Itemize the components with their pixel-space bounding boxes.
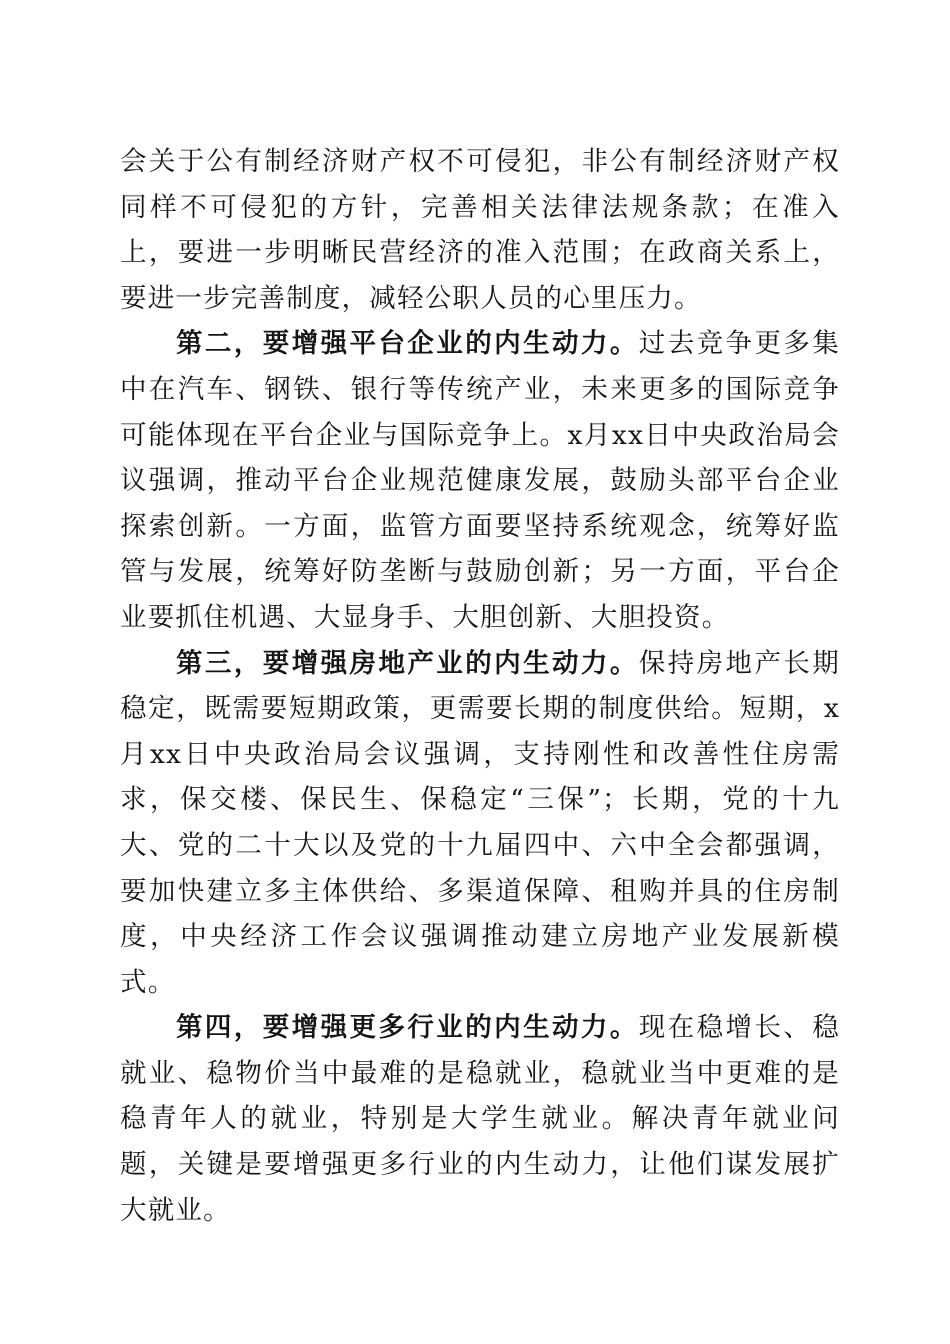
paragraph-body: 保持房地产长期稳定，既需要短期政策，更需要长期的制度供给。短期，x月xx日中央政治局会议强调，支持刚性和改善性住房需求，保交楼、保民生、保稳定“三保”；长期，党的十九大、党的二十大以及党的十九届四中、六中全会都强调，要加快建立多主体供给、多渠道保障、租购并具的住房制度，中央经济工作会议强调推动建立房地产业发展新模式。 [120,647,840,998]
paragraph-third [120,641,840,1006]
paragraph-second [120,321,840,640]
paragraph-fourth [120,1005,840,1233]
paragraph-heading: 第二，要增强平台企业的内生动力。 [176,328,639,360]
paragraph-heading: 第三，要增强房地产业的内生动力。 [176,647,639,679]
document-body [120,139,840,1233]
paragraph-body: 会关于公有制经济财产权不可侵犯，非公有制经济财产权同样不可侵犯的方针，完善相关法律法规条款；在准入上，要进一步明晰民营经济的准入范围；在政商关系上，要进一步完善制度，减轻公职人员的心里压力。 [120,146,840,314]
paragraph-heading: 第四，要增强更多行业的内生动力。 [176,1012,639,1044]
paragraph-body: 现在稳增长、稳就业、稳物价当中最难的是稳就业，稳就业当中更难的是稳青年人的就业，特别是大学生就业。解决青年就业问题，关键是要增强更多行业的内生动力，让他们谋发展扩大就业。 [120,1012,840,1226]
paragraph-continuation [120,139,840,321]
paragraph-body: 过去竞争更多集中在汽车、钢铁、银行等传统产业，未来更多的国际竞争可能体现在平台企业与国际竞争上。x月xx日中央政治局会议强调，推动平台企业规范健康发展，鼓励头部平台企业探索创新。一方面，监管方面要坚持系统观念，统筹好监管与发展，统筹好防垄断与鼓励创新；另一方面，平台企业要抓住机遇、大显身手、大胆创新、大胆投资。 [120,328,840,633]
